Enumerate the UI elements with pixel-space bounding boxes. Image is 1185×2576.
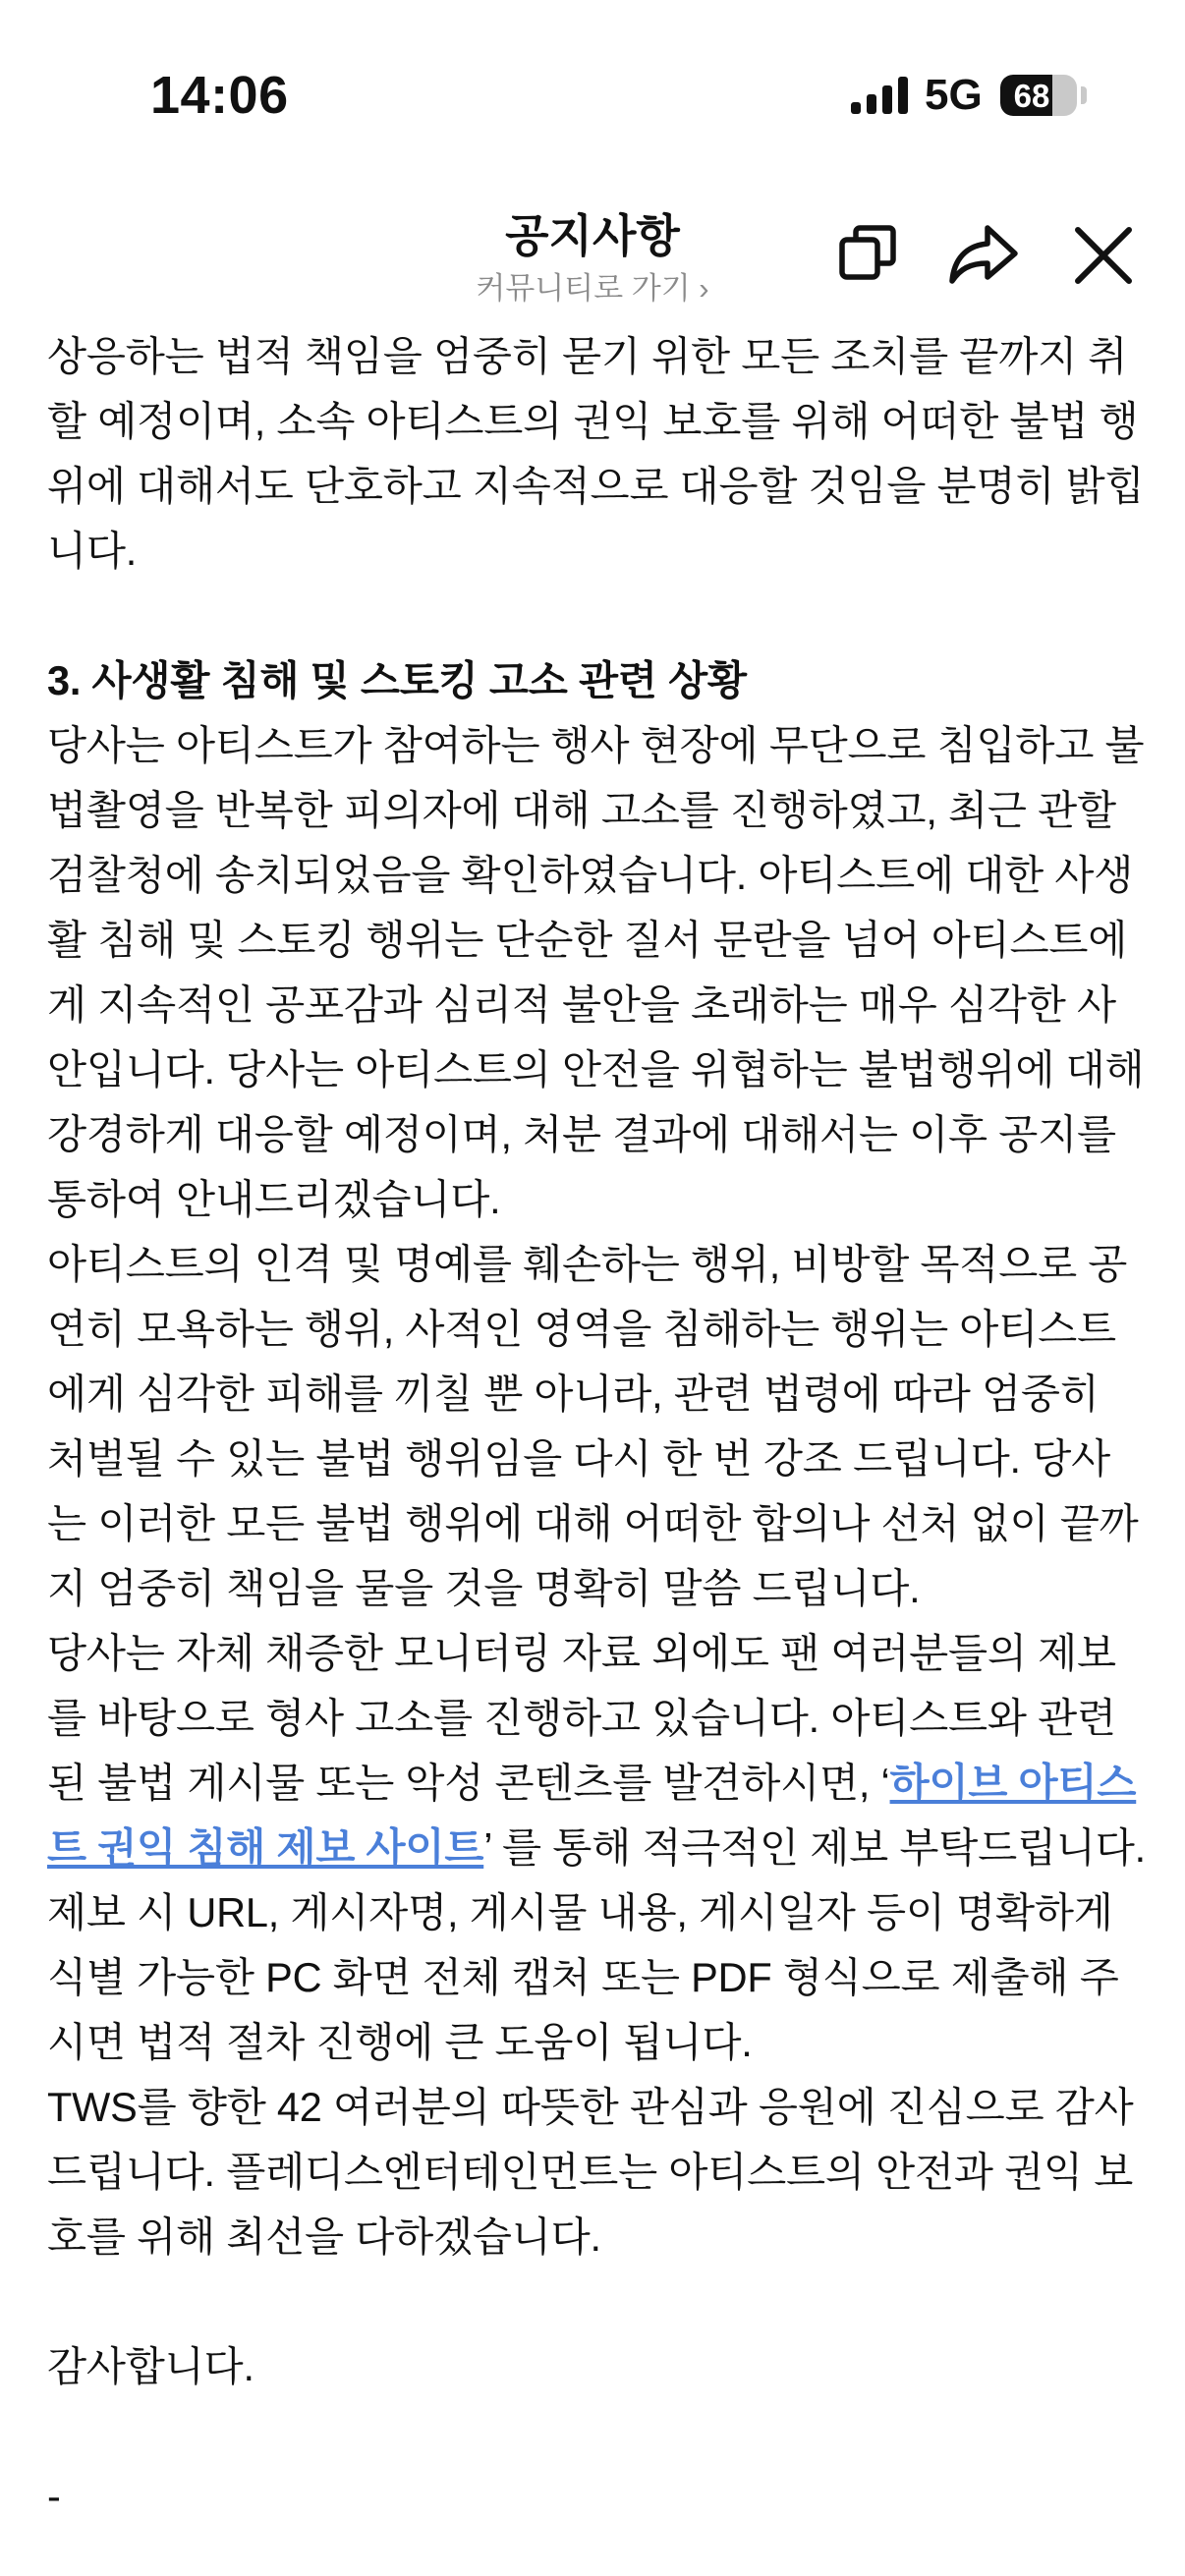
- notice-body: [47, 324, 1148, 2529]
- battery-cap: [1081, 86, 1087, 104]
- spacer: [47, 584, 1148, 648]
- status-bar: [0, 0, 1185, 187]
- status-time: 14:06: [150, 66, 289, 125]
- close-icon: [1064, 216, 1143, 295]
- paragraph-defamation: 아티스트의 인격 및 명예를 훼손하는 행위, 비방할 목적으로 공연히 모욕하는 행위, 사적인 영역을 침해하는 행위는 아티스트에게 심각한 피해를 끼칠 뿐 아니라, 관련 법령에 따라 엄중히 처벌될 수 있는 불법 행위임을 다시 한 번 강조 드립니다. 당사는 이러한 모든 불법 행위에 대해 어떠한 합의나 선처 없이 끝까지 엄중히 책임을 물을 것을 명확히 말씀 드립니다.: [47, 1241, 1139, 1611]
- paragraph-thanks: TWS를 향한 42 여러분의 따뜻한 관심과 응원에 진심으로 감사드립니다. 플레디스엔터테인먼트는 아티스트의 안전과 권익 보호를 위해 최선을 다하겠습니다.: [47, 2084, 1134, 2260]
- close-button[interactable]: [1064, 216, 1143, 295]
- dash-text: -: [47, 2473, 61, 2519]
- share-icon: [944, 216, 1023, 295]
- share-button[interactable]: [944, 216, 1023, 295]
- report-text-after: ’ 를 통해 적극적인 제보 부탁드립니다. 제보 시 URL, 게시자명, 게시물 내용, 게시일자 등이 명확하게 식별 가능한 PC 화면 전체 캡처 또는 PDF 형식으로 제출해 주시면 법적 절차 진행에 큰 도움이 됩니다.: [47, 1824, 1147, 2065]
- paragraph-report: [47, 1621, 1148, 2075]
- section-heading: 3. 사생활 침해 및 스토킹 고소 관련 상황: [47, 657, 747, 703]
- copy-icon: [828, 216, 907, 295]
- report-text-before: 당사는 자체 채증한 모니터링 자료 외에도 팬 여러분들의 제보를 바탕으로 형사 고소를 진행하고 있습니다. 아티스트와 관련된 불법 게시물 또는 악성 콘텐츠를 발견하시면, ‘: [47, 1630, 1116, 1806]
- report-site-link[interactable]: 하이브 아티스트 권익 침해 제보 사이트: [47, 1760, 1137, 1871]
- spacer: [47, 2399, 1148, 2464]
- paragraph-stalking: 당사는 아티스트가 참여하는 행사 현장에 무단으로 침입하고 불법촬영을 반복한 피의자에 대해 고소를 진행하였고, 최근 관할 검찰청에 송치되었음을 확인하였습니다. 아티스트에 대한 사생활 침해 및 스토킹 행위는 단순한 질서 문란을 넘어 아티스트에게 지속적인 공포감과 심리적 불안을 초래하는 매우 심각한 사안입니다. 당사는 아티스트의 안전을 위협하는 불법행위에 대해 강경하게 대응할 예정이며, 처분 결과에 대해서는 이후 공지를 통하여 안내드리겠습니다.: [47, 722, 1145, 1222]
- paragraph-legal-action: 상응하는 법적 책임을 엄중히 묻기 위한 모든 조치를 끝까지 취할 예정이며, 소속 아티스트의 권익 보호를 위해 어떠한 불법 행위에 대해서도 단호하고 지속적으로 대응할 것임을 분명히 밝힙니다.: [47, 333, 1145, 574]
- battery-percent: 68: [1013, 78, 1050, 114]
- header: [0, 187, 1185, 314]
- closing-text: 감사합니다.: [47, 2343, 254, 2389]
- page-title: 공지사항: [505, 210, 680, 261]
- copy-button[interactable]: [828, 216, 907, 295]
- signal-icon: [851, 77, 910, 114]
- battery-icon: [1000, 75, 1077, 116]
- network-label: 5G: [925, 71, 983, 119]
- community-link-label[interactable]: 커뮤니티로 가기 ›: [476, 271, 709, 306]
- spacer: [47, 2269, 1148, 2334]
